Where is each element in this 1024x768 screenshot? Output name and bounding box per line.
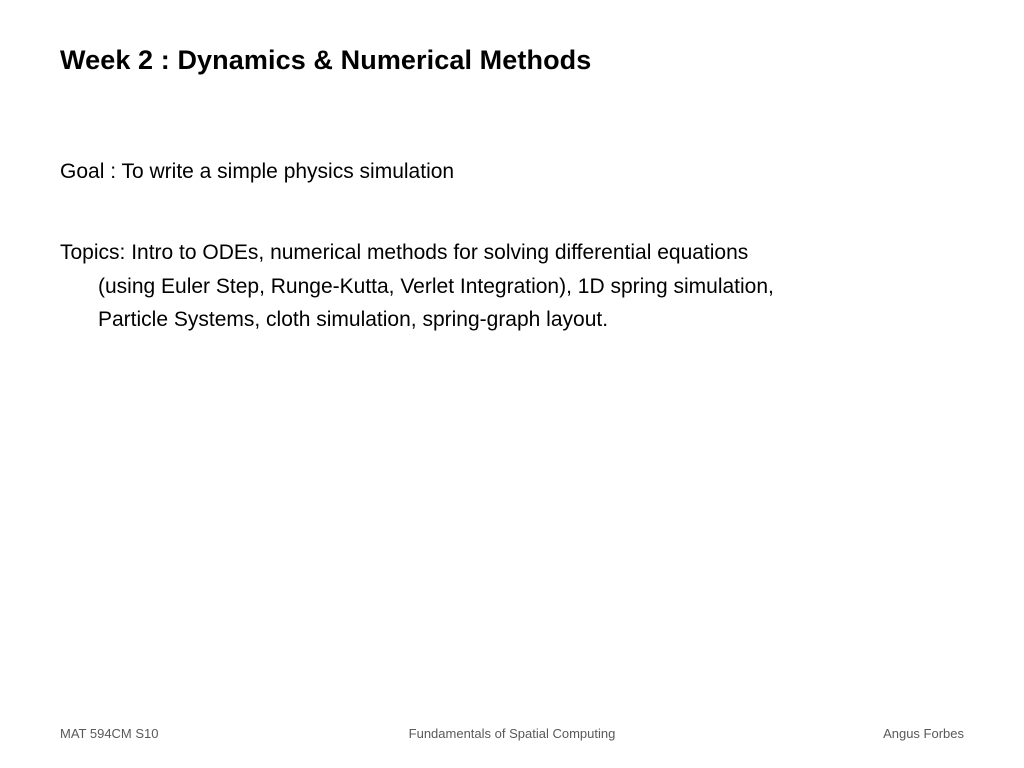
page-title: Week 2 : Dynamics & Numerical Methods (60, 45, 592, 75)
slide-footer (0, 726, 1024, 744)
footer-course-title: Fundamentals of Spatial Computing (408, 726, 616, 741)
topics-line-3: Particle Systems, cloth simulation, spring-graph layout. (98, 307, 609, 331)
topics-line-1: Topics: Intro to ODEs, numerical methods for solving differential equations (60, 241, 749, 265)
topics-line-2: (using Euler Step, Runge-Kutta, Verlet Integration), 1D spring simulation, (98, 274, 774, 298)
footer-author: Angus Forbes (883, 726, 964, 741)
slide-body (60, 158, 960, 336)
footer-course-code: MAT 594CM S10 (60, 726, 159, 741)
goal-text: Goal : To write a simple physics simulation (60, 160, 455, 183)
topics-text (60, 186, 960, 336)
